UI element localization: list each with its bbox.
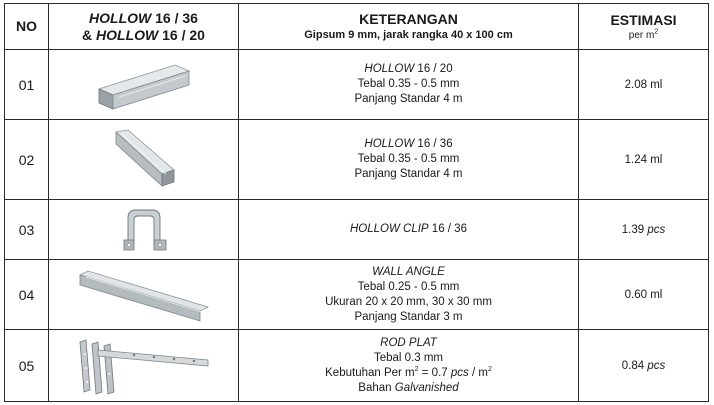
spec-line: Tebal 0.35 - 0.5 mm (357, 78, 460, 90)
description-cell (239, 260, 579, 330)
product-title: WALL ANGLE (372, 265, 445, 278)
header-estimasi: ESTIMASI per $m^2$ (579, 4, 709, 50)
spec-line: Panjang Standar 3 m (354, 310, 463, 323)
estimate-value: 0.60 ml (579, 260, 709, 330)
row-number: 03 (5, 200, 49, 260)
spec-line: Ukuran 20 x 20 mm, 30 x 30 mm (325, 295, 492, 308)
product-image-cell (49, 260, 239, 330)
hollow-16-20-icon (89, 57, 199, 113)
row-number: 04 (5, 260, 49, 330)
header-no: NO (5, 4, 49, 50)
header-product (49, 4, 239, 50)
product-title: ROD PLAT (380, 336, 437, 349)
wall-angle-icon (74, 265, 214, 325)
description-cell (239, 50, 579, 120)
hollow-16-36-icon (96, 126, 192, 194)
header-estimasi-unit: per $m^2$ (628, 28, 659, 41)
product-image-cell (49, 330, 239, 402)
spec-line: Panjang Standar 4 m (354, 93, 463, 105)
estimate-value: 2.08 ml (579, 50, 709, 120)
estimate-value: 1.24 ml (579, 120, 709, 200)
product-title: HOLLOW 16 / 36 (364, 138, 453, 150)
header-product-line1: HOLLOW 16 / 36 (89, 9, 198, 26)
description-cell (239, 200, 579, 260)
table-row (5, 330, 709, 402)
row-number: 05 (5, 330, 49, 402)
spec-line: Tebal 0.3 mm (373, 351, 444, 364)
spec-line: Bahan Galvanished (358, 381, 459, 394)
product-image-cell (49, 120, 239, 200)
header-row (5, 4, 709, 50)
hollow-clip-icon (114, 204, 174, 256)
spec-line: Kebutuhan Per $m^2 = 0.7$ pcs / $m^2$ (325, 365, 492, 379)
spec-line: Panjang Standar 4 m (354, 168, 463, 180)
header-keterangan: KETERANGAN Gipsum 9 mm, jarak rangka 40 x 100 cm (239, 4, 579, 50)
table-row (5, 120, 709, 200)
description-cell (239, 330, 579, 402)
table-row (5, 50, 709, 120)
spec-line: Tebal 0.25 - 0.5 mm (357, 280, 460, 293)
product-title: HOLLOW 16 / 20 (364, 63, 453, 75)
spec-line: Tebal 0.35 - 0.5 mm (357, 153, 460, 165)
estimation-table (4, 3, 709, 402)
product-image-cell (49, 200, 239, 260)
description-cell (239, 120, 579, 200)
row-number: 01 (5, 50, 49, 120)
table-row (5, 200, 709, 260)
table-row (5, 260, 709, 330)
header-product-line2: & HOLLOW 16 / 20 (82, 26, 205, 43)
estimate-value: 1.39 pcs (579, 200, 709, 260)
row-number: 02 (5, 120, 49, 200)
estimate-value: 0.84 pcs (579, 330, 709, 402)
product-image-cell (49, 50, 239, 120)
product-title: HOLLOW CLIP 16 / 36 (350, 223, 467, 235)
rod-plat-icon (74, 334, 214, 398)
